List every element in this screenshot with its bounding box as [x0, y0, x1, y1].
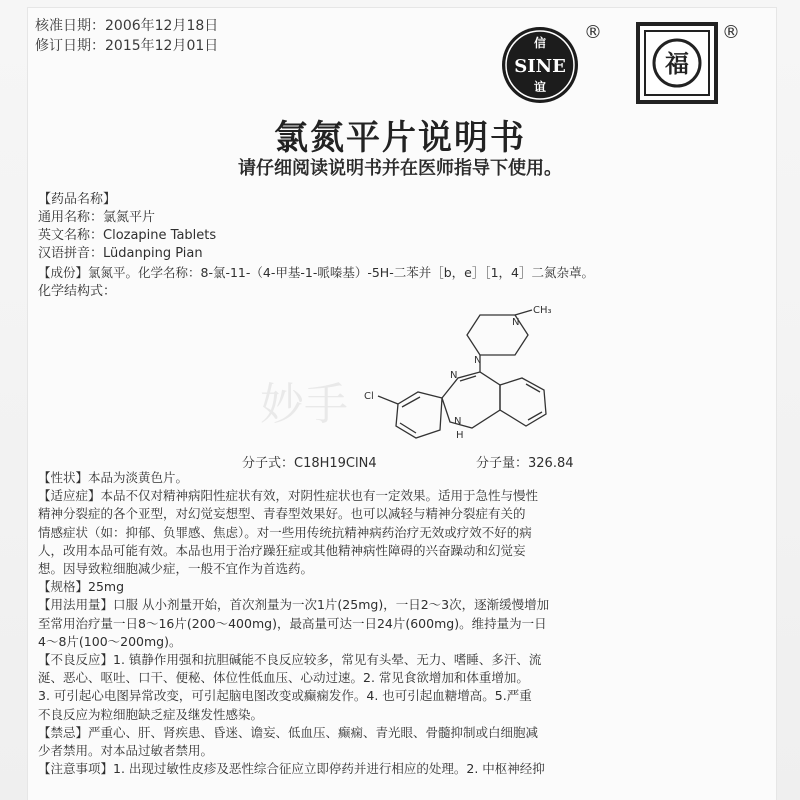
molecular-formula: 分子式：C18H19ClN4: [242, 456, 377, 471]
registered-mark-1: ®: [584, 22, 602, 43]
body-line: 至常用治疗量一日8～16片(200～400mg)，最高量可达一日24片(600mg)。维持量为一日: [38, 615, 547, 631]
logo-sine-main: SINE: [514, 56, 566, 77]
body-line: 【注意事项】1. 出现过敏性皮疹及恶性综合征应立即停药并进行相应的处理。2. 中枢神经抑: [38, 761, 545, 777]
generic-name: 通用名称：氯氮平片: [38, 210, 156, 225]
body-line: 【适应症】本品不仅对精神病阳性症状有效，对阴性症状也有一定效果。适用于急性与慢性: [38, 488, 539, 504]
label-n-amine: N: [454, 416, 462, 427]
registered-mark-2: ®: [722, 22, 740, 43]
body-line: 【禁忌】严重心、肝、肾疾患、昏迷、谵妄、低血压、癫痫、青光眼、骨髓抑制或白细胞减: [38, 724, 539, 740]
molecular-weight: 分子量：326.84: [476, 456, 574, 471]
body-line: 【用法用量】口服 从小剂量开始，首次剂量为一次1片(25mg)，一日2～3次，逐渐缓慢增加: [38, 597, 550, 613]
label-cl: Cl: [364, 391, 374, 402]
body-line: 不良反应为粒细胞缺乏症及继发性感染。: [38, 706, 264, 722]
revision-date: 修订日期：2015年12月01日: [35, 38, 219, 54]
watermark: 妙手: [260, 379, 348, 430]
label-ch3: CH₃: [533, 305, 552, 316]
label-h: H: [456, 430, 464, 441]
boxed-seal-logo: [636, 22, 718, 104]
logo-sine-bottom: 谊: [533, 80, 547, 94]
body-line: 涎、恶心、呕吐、口干、便秘、体位性低血压、心动过速。2. 常见食欲增加和体重增加。: [38, 670, 529, 686]
body-line: 3. 可引起心电图异常改变，可引起脑电图改变或癫痫发作。4. 也可引起血糖增高。5.严重: [38, 688, 532, 704]
document-subtitle: 请仔细阅读说明书并在医师指导下使用。: [238, 158, 562, 179]
label-n-methyl: N: [512, 317, 520, 328]
body-line: 少者禁用。对本品过敏者禁用。: [38, 743, 214, 758]
chemical-structure-diagram: [350, 300, 570, 450]
body-line: 情感症状（如：抑郁、负罪感、焦虑）。对一些用传统抗精神病药治疗无效或疗效不好的病: [38, 524, 532, 540]
label-n-imine: N: [450, 370, 458, 381]
structure-heading: 化学结构式：: [38, 284, 117, 299]
approval-date: 核准日期：2006年12月18日: [35, 18, 219, 34]
logo-sine-top: 信: [533, 36, 547, 50]
document-title: 氯氮平片说明书: [274, 118, 526, 158]
body-line: 人，改用本品可能有效。本品也用于治疗躁狂症或其他精神病性障碍的兴奋躁动和幻觉妄: [38, 542, 526, 558]
body-line: 【不良反应】1. 镇静作用强和抗胆碱能不良反应较多，常见有头晕、无力、嗜睡、多汗、流: [38, 652, 542, 667]
drug-name-heading: 【药品名称】: [38, 192, 117, 207]
composition-line: 【成份】氯氮平。化学名称：8-氯-11-（4-甲基-1-哌嗪基）-5H-二苯并［b，e］［1，4］二氮杂䓬。: [38, 265, 594, 280]
body-line: 精神分裂症的各个亚型，对幻觉妄想型、青春型效果好。也可以减轻与精神分裂症有关的: [38, 506, 526, 522]
english-name: 英文名称：Clozapine Tablets: [38, 228, 217, 243]
body-line: 【性状】本品为淡黄色片。: [38, 470, 189, 485]
label-n-piperazine: N: [474, 355, 482, 366]
sine-logo: [500, 25, 580, 105]
logo-box-glyph: 福: [665, 50, 689, 78]
body-line: 【规格】25mg: [38, 579, 125, 595]
body-line: 想。因导致粒细胞减少症，一般不宜作为首选药。: [38, 561, 314, 576]
body-line: 4～8片(100～200mg)。: [38, 633, 182, 649]
pinyin-name: 汉语拼音：Lüdanping Pian: [38, 246, 203, 261]
